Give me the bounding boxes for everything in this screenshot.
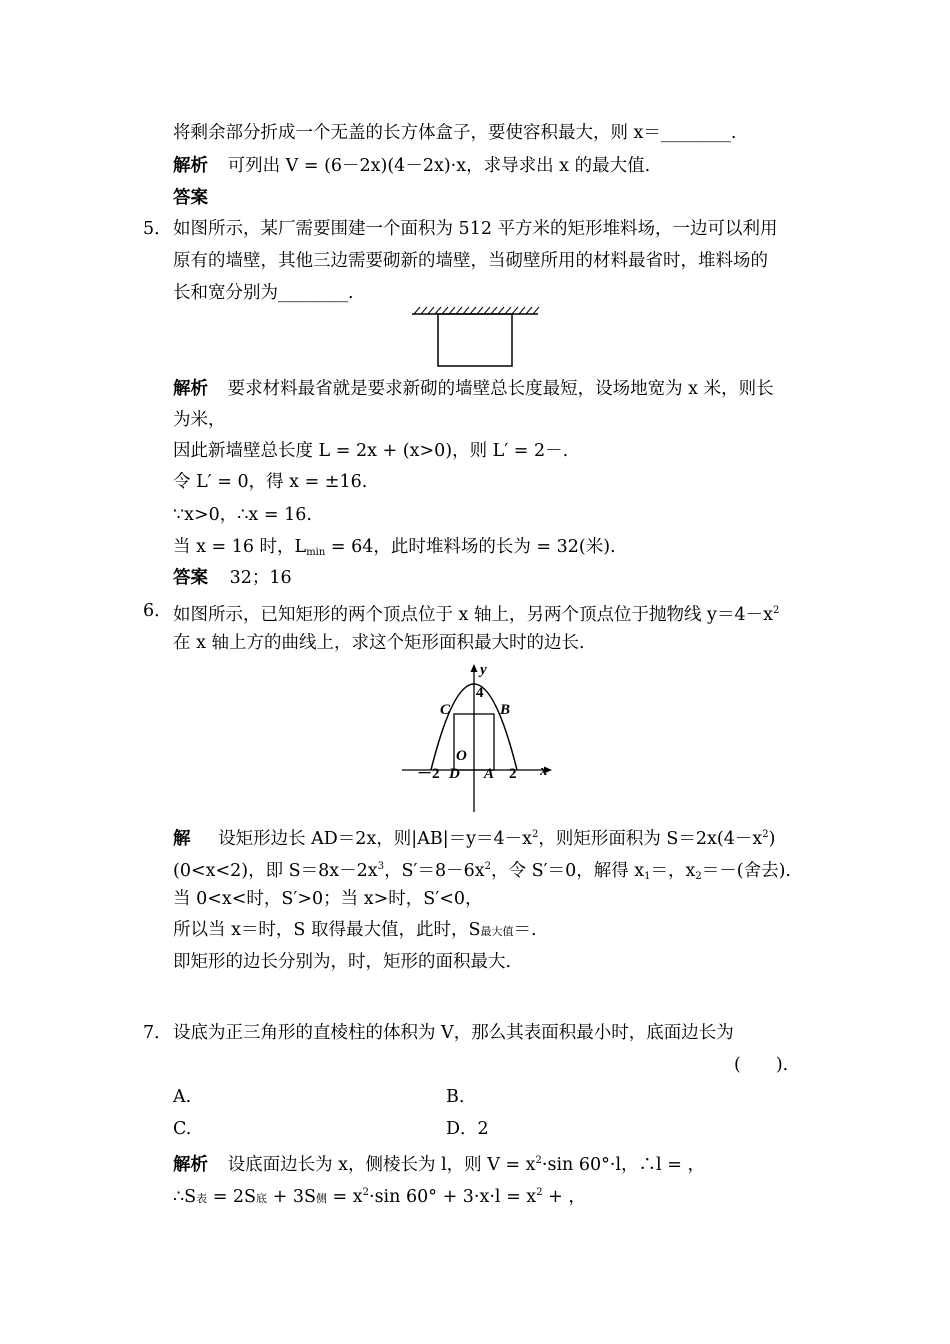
- subscript-small: 最大值: [480, 925, 514, 938]
- x-axis-label: x: [540, 763, 548, 779]
- superscript: 2: [536, 1187, 543, 1198]
- superscript: 2: [535, 1155, 542, 1166]
- text-fragment: = x: [326, 1187, 363, 1207]
- option-C: C.: [173, 1119, 192, 1139]
- text-fragment: = 64，此时堆料场的长为 = 32(米).: [325, 537, 616, 557]
- point-B: B: [500, 702, 511, 718]
- subscript-small: 表: [196, 1192, 208, 1205]
- option-D: D．2: [446, 1119, 489, 1139]
- solution-text: 为米，: [173, 410, 226, 430]
- question-text: 设底为正三角形的直棱柱的体积为 V，那么其表面积最小时，底面边长为: [173, 1023, 734, 1043]
- parabola-graph: [400, 662, 560, 814]
- answer-label: 答案: [173, 568, 208, 588]
- superscript: 2: [762, 829, 769, 840]
- solution-text: 要求材料最省就是要求新砌的墙壁总长度最短，设场地宽为 x 米，则长: [227, 379, 774, 399]
- tick-4: 4: [476, 685, 484, 701]
- solution-text: [228, 1155, 705, 1175]
- superscript: 2: [772, 605, 780, 616]
- text-fragment: ·sin 60° + 3·x·l = x: [369, 1187, 537, 1207]
- text-fragment: ): [768, 829, 776, 849]
- option-A: A.: [173, 1087, 192, 1107]
- text-fragment: = 2S: [207, 1187, 257, 1207]
- answer-line: [173, 566, 292, 590]
- tick-neg2: －2: [417, 766, 440, 782]
- text-fragment: 所以当 x＝时，S 取得最大值，此时，S: [173, 920, 481, 940]
- superscript: 2: [532, 829, 539, 840]
- subscript: 2: [695, 871, 702, 882]
- text-fragment: ＝，x: [650, 861, 696, 881]
- subscript-small: 侧: [315, 1192, 327, 1205]
- superscript: 2: [484, 861, 492, 872]
- answer-text: 32；16: [229, 568, 292, 588]
- answer-label: 答案: [173, 188, 208, 208]
- question-text: 长和宽分别为________.: [173, 283, 354, 303]
- question-number: 7．: [143, 1023, 172, 1043]
- text-fragment: ，令 S′＝0，解得 x: [491, 861, 645, 881]
- text-fragment: (0<x<2)，即 S＝8x－2x: [173, 861, 378, 881]
- solution-text: 即矩形的边长分别为，时，矩形的面积最大.: [173, 952, 512, 972]
- answer-paren: ( ).: [734, 1055, 789, 1075]
- solution-text: 令 L′ = 0，得 x = ±16.: [173, 472, 368, 492]
- tick-pos2: 2: [509, 766, 517, 782]
- question-number: 6．: [143, 601, 172, 621]
- text-fragment: ·sin 60°·l，∴l = ，: [541, 1155, 705, 1175]
- jie-label: 解: [173, 829, 191, 849]
- solution-text: 可列出 V = (6－2x)(4－2x)·x，求导求出 x 的最大值.: [227, 156, 651, 176]
- solution-line: [173, 1149, 705, 1177]
- jiexi-label: 解析: [173, 379, 208, 399]
- solution-text: 因此新墙壁总长度 L = 2x + (x>0)，则 L′ = 2－.: [173, 441, 569, 461]
- point-C: C: [440, 702, 451, 718]
- solution-text: ∵x>0，∴x = 16.: [173, 505, 312, 525]
- point-A: A: [484, 766, 495, 782]
- solution-text: [173, 1181, 586, 1211]
- subscript: min: [306, 547, 326, 558]
- superscript: 3: [377, 861, 385, 872]
- text-fragment: + 3S: [267, 1187, 316, 1207]
- solution-text: [173, 918, 537, 944]
- question-text: 如图所示，某厂需要围建一个面积为 512 平方米的矩形堆料场，一边可以利用: [173, 219, 778, 239]
- origin-O: O: [456, 748, 467, 764]
- solution-text: [173, 855, 791, 889]
- question-text: [173, 599, 779, 627]
- text-fragment: ∴S: [173, 1187, 197, 1207]
- subscript: 1: [644, 871, 651, 882]
- solution-text: [173, 535, 616, 565]
- text-fragment: 设底面边长为 x，侧棱长为 l，则 V = x: [227, 1155, 536, 1175]
- solution-line: [173, 823, 775, 851]
- solution-line: [173, 377, 774, 401]
- text-fragment: ，则矩形面积为 S＝2x(4－x: [538, 829, 763, 849]
- point-D: D: [449, 766, 460, 782]
- solution-text: 当 0<x<时，S′>0；当 x>时，S′<0，: [173, 889, 483, 909]
- question-text: 原有的墙壁，其他三边需要砌新的墙壁，当砌壁所用的材料最省时，堆料场的: [173, 251, 768, 271]
- text-fragment: ＝.: [513, 920, 537, 940]
- jiexi-label: 解析: [173, 1155, 208, 1175]
- jiexi-label: 解析: [173, 156, 208, 176]
- text-fragment: ，S′＝8－6x: [384, 861, 485, 881]
- solution-line: [173, 154, 650, 178]
- y-axis-label: y: [480, 662, 487, 678]
- question-text: 在 x 轴上方的曲线上，求这个矩形面积最大时的边长.: [173, 633, 585, 653]
- problem-text: 将剩余部分折成一个无盖的长方体盒子，要使容积最大，则 x＝________.: [173, 123, 737, 143]
- option-B: B.: [446, 1087, 465, 1107]
- text-fragment: 当 x = 16 时，L: [173, 537, 307, 557]
- solution-text: [218, 829, 775, 849]
- text-fragment: 如图所示，已知矩形的两个顶点位于 x 轴上，另两个顶点位于抛物线 y＝4－x: [173, 605, 773, 625]
- text-fragment: ＝－(舍去).: [701, 861, 791, 881]
- superscript: 2: [362, 1187, 370, 1198]
- subscript-small: 底: [256, 1192, 268, 1205]
- text-fragment: 设矩形边长 AD＝2x，则|AB|＝y＝4－x: [218, 829, 532, 849]
- wall-figure: [410, 306, 540, 368]
- text-fragment: + ，: [542, 1187, 586, 1207]
- question-number: 5．: [143, 219, 172, 239]
